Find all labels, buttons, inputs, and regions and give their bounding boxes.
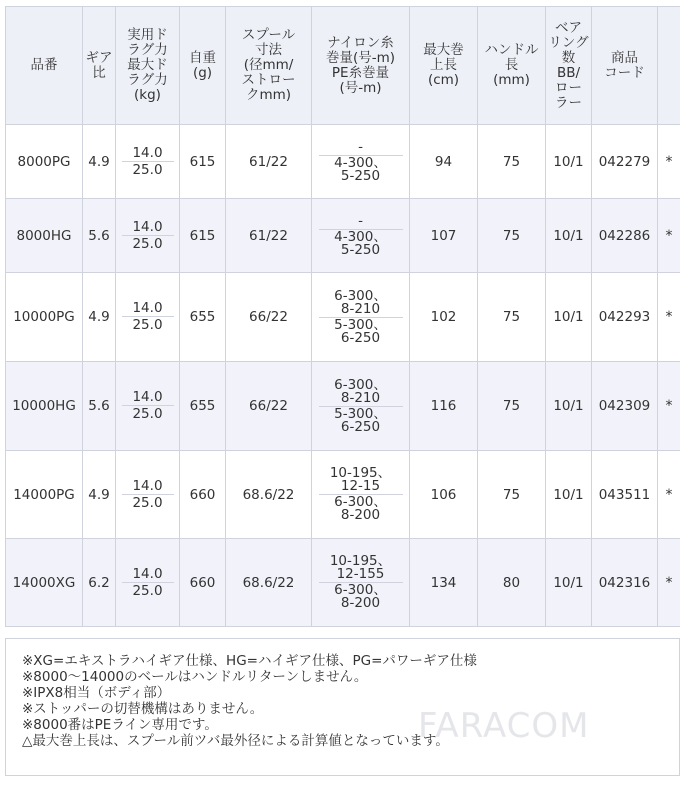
weight-cell: 660 [180,539,226,627]
nylon-capacity: 8-210 [340,300,381,317]
gear-ratio-cell: 5.6 [83,362,116,451]
spool-cell: 66/22 [226,273,312,362]
handle-length-cell: 75 [478,273,546,362]
product-code-cell: 042316 [592,539,658,627]
drag-max: 25.0 [132,161,163,178]
nylon-capacity: 10-195、 [329,465,392,481]
pe-capacity: 5-300、 [334,405,387,422]
drag-cell [116,451,180,539]
column-header-line: ロー [555,79,582,96]
note-item: △最大巻上長は、スプール前ツバ最外径による計算値となっています。 [22,733,449,749]
model-cell: 14000PG [6,451,83,539]
column-header-line: 自重 [189,49,216,66]
column-header-line: 上長 [430,57,457,73]
handle-length-cell: 75 [478,125,546,199]
column-header-line: (cm) [427,72,460,88]
note-item: ※ストッパーの切替機構はありません。 [22,701,264,717]
column-header-line: 最大巻 [423,42,464,58]
column-header [410,7,478,125]
pe-capacity: 6-300、 [334,494,387,510]
column-header-line: BB/ [556,64,581,81]
column-header-line: ナイロン糸 [327,34,394,51]
weight-cell: 615 [180,199,226,273]
column-header-line: (g) [192,64,213,81]
table-row [6,199,680,273]
drag-practical: 14.0 [132,300,163,316]
product-code-cell: 042309 [592,362,658,451]
column-header-line: (径mm/ [243,57,294,73]
mark-cell: * [658,451,680,539]
column-header-line: ラグ力 [127,42,168,58]
max-retrieve-cell: 134 [410,539,478,627]
column-header [226,7,312,125]
column-header [478,7,546,125]
column-header-line: ラグ力 [127,72,168,88]
pe-capacity: 6-300、 [334,582,387,598]
max-retrieve-cell: 106 [410,451,478,539]
column-header [116,7,180,125]
product-code-cell: 042286 [592,199,658,273]
max-retrieve-cell: 94 [410,125,478,199]
column-header-line: クmm) [245,87,292,103]
note-item: ※8000番はPEライン専用です。 [22,717,218,733]
nylon-capacity: 12-155 [336,566,385,582]
drag-max: 25.0 [132,235,163,252]
column-header-line: 長 [504,57,519,73]
pe-capacity: 8-200 [340,507,381,523]
pe-capacity: 5-250 [340,241,381,258]
max-retrieve-cell: 107 [410,199,478,273]
column-header-line: コード [604,64,645,81]
pe-capacity: 4-300、 [334,154,387,171]
nylon-capacity: 8-210 [340,389,381,406]
pe-capacity: 5-250 [340,167,381,184]
drag-cell [116,273,180,362]
handle-length-cell: 75 [478,199,546,273]
line-capacity-cell [312,125,410,199]
nylon-capacity: 6-300、 [334,287,387,304]
drag-practical: 14.0 [132,389,163,405]
drag-cell [116,125,180,199]
column-header-line: (号-m) [339,79,382,96]
column-header [180,7,226,125]
column-header-line: 最大ド [127,57,168,73]
header-row [6,7,680,125]
bearing-cell: 10/1 [546,199,592,273]
spool-cell: 68.6/22 [226,539,312,627]
spool-cell: 61/22 [226,125,312,199]
column-header [592,7,658,125]
gear-ratio-cell: 4.9 [83,273,116,362]
table-body [6,125,680,627]
line-capacity-cell [312,451,410,539]
mark-cell: * [658,125,680,199]
pe-capacity: 5-300、 [334,316,387,333]
handle-length-cell: 80 [478,539,546,627]
table-row [6,362,680,451]
spool-cell: 68.6/22 [226,451,312,539]
spool-cell: 66/22 [226,362,312,451]
weight-cell: 655 [180,273,226,362]
weight-cell: 655 [180,362,226,451]
model-cell: 10000HG [6,362,83,451]
column-header-line: ベア [555,19,582,36]
column-header-line: ストロー [241,72,296,88]
drag-practical: 14.0 [132,477,163,494]
spec-table [5,6,680,627]
column-header-line: 品番 [30,57,58,73]
model-cell: 14000XG [6,539,83,627]
table-row [6,125,680,199]
model-cell: 8000PG [6,125,83,199]
weight-cell: 615 [180,125,226,199]
nylon-capacity: - [358,212,363,229]
column-header-line: ラー [555,94,582,111]
drag-practical: 14.0 [132,565,163,582]
line-capacity-cell [312,273,410,362]
line-capacity-cell [312,199,410,273]
column-header-line: (mm) [493,72,530,88]
note-item: ※8000〜14000のベールはハンドルリターンしません。 [22,669,368,685]
max-retrieve-cell: 102 [410,273,478,362]
pe-capacity: 6-250 [340,329,381,346]
model-cell: 8000HG [6,199,83,273]
max-retrieve-cell: 116 [410,362,478,451]
gear-ratio-cell: 4.9 [83,125,116,199]
column-header [546,7,592,125]
column-header [658,7,680,125]
product-code-cell: 042293 [592,273,658,362]
weight-cell: 660 [180,451,226,539]
drag-max: 25.0 [132,317,163,333]
nylon-capacity: 12-15 [340,478,381,494]
column-header [312,7,410,125]
drag-cell [116,362,180,451]
column-header [6,7,83,125]
mark-cell: * [658,199,680,273]
column-header-line: PE糸巻量 [331,64,390,81]
bearing-cell: 10/1 [546,451,592,539]
column-header-line: 寸法 [255,42,282,58]
line-capacity-cell [312,539,410,627]
column-header-line: リング数 [548,34,589,66]
mark-cell: * [658,362,680,451]
drag-max: 25.0 [132,494,163,511]
nylon-capacity: 6-300、 [334,376,387,393]
table-row [6,539,680,627]
spool-cell: 61/22 [226,199,312,273]
drag-max: 25.0 [132,406,163,422]
column-header-line: ギア [85,49,113,66]
nylon-capacity: - [358,138,363,155]
column-header-line: 比 [92,64,106,81]
drag-cell [116,199,180,273]
pe-capacity: 4-300、 [334,228,387,245]
gear-ratio-cell: 6.2 [83,539,116,627]
drag-practical: 14.0 [132,144,163,161]
column-header-line: ハンドル [484,42,539,58]
gear-ratio-cell: 4.9 [83,451,116,539]
table-row [6,451,680,539]
watermark: FARACOM [418,706,590,746]
drag-cell [116,539,180,627]
pe-capacity: 8-200 [340,595,381,611]
gear-ratio-cell: 5.6 [83,199,116,273]
column-header-line: 商品 [611,49,638,66]
column-header-line: スプール [241,27,296,43]
drag-max: 25.0 [132,582,163,599]
column-header-line: 巻量(号-m) [325,49,396,66]
bearing-cell: 10/1 [546,362,592,451]
bearing-cell: 10/1 [546,539,592,627]
bearing-cell: 10/1 [546,273,592,362]
mark-cell: * [658,539,680,627]
handle-length-cell: 75 [478,362,546,451]
note-item: ※XG=エキストラハイギア仕様、HG=ハイギア仕様、PG=パワーギア仕様 [22,653,477,669]
product-code-cell: 043511 [592,451,658,539]
nylon-capacity: 10-195、 [329,553,392,569]
model-cell: 10000PG [6,273,83,362]
note-item: ※IPX8相当（ボディ部） [22,685,171,701]
pe-capacity: 6-250 [340,418,381,435]
mark-cell: * [658,273,680,362]
product-code-cell: 042279 [592,125,658,199]
table-row [6,273,680,362]
column-header-line: (kg) [134,87,161,103]
column-header [83,7,116,125]
handle-length-cell: 75 [478,451,546,539]
column-header-line: 実用ド [127,27,168,43]
bearing-cell: 10/1 [546,125,592,199]
line-capacity-cell [312,362,410,451]
drag-practical: 14.0 [132,218,163,235]
